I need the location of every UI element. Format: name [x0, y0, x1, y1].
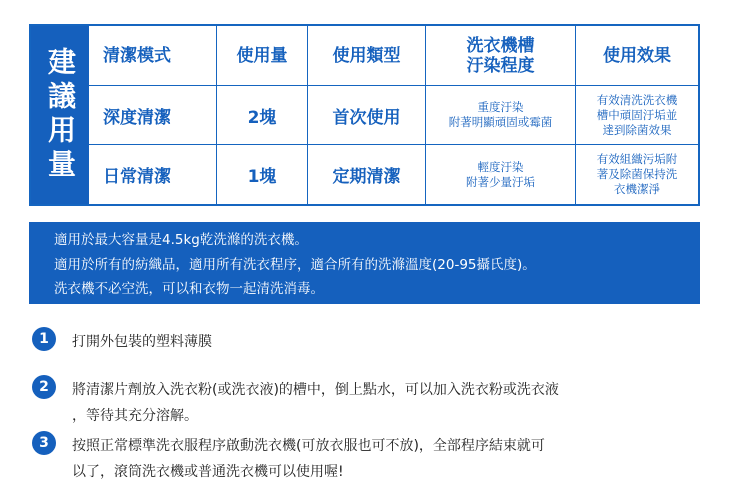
side-label: 建議用量 — [31, 26, 89, 204]
step-number: 3 — [32, 431, 56, 455]
step-number: 2 — [32, 375, 56, 399]
row-daily-type: 定期清潔 — [307, 145, 425, 204]
usage-grid — [89, 26, 698, 204]
info-line-wash: 洗衣機不必空洗，可以和衣物一起清洗消毒。 — [54, 281, 324, 297]
row-deep-amount: 2塊 — [216, 86, 307, 145]
row-daily-mode: 日常清潔 — [103, 167, 171, 187]
header-amount: 使用量 — [216, 26, 307, 86]
header-effect: 使用效果 — [575, 26, 698, 86]
row-deep-mode: 深度清潔 — [89, 86, 216, 145]
info-banner — [29, 222, 700, 304]
header-type: 使用類型 — [307, 26, 425, 86]
header-pollution: 洗衣機槽 汙染程度 — [425, 26, 575, 86]
info-line-capacity: 適用於最大容量是4.5kg乾洗滌的洗衣機。 — [54, 232, 308, 248]
step-number: 1 — [32, 327, 56, 351]
step-text: 按照正常標準洗衣服程序啟動洗衣機(可放衣服也可不放)，全部程序結束就可 以了，滾筒洗衣機或普通洗衣機可以使用喔! — [72, 438, 545, 480]
row-daily-effect: 有效組織污垢附 著及除菌保持洗 衣機潔淨 — [575, 145, 698, 204]
usage-table — [29, 24, 700, 206]
step-text: 將清潔片劑放入洗衣粉(或洗衣液)的槽中，倒上點水，可以加入洗衣粉或洗衣液 ，等待其充分溶解。 — [72, 382, 559, 424]
header-mode: 清潔模式 — [89, 26, 216, 86]
info-line-compat: 適用於所有的紡織品，適用所有洗衣程序，適合所有的洗滌溫度(20-95攝氏度)。 — [54, 256, 536, 273]
row-deep-pollution: 重度汙染 附著明顯頑固或霉菌 — [425, 86, 575, 145]
row-deep-effect: 有效清洗洗衣機 槽中頑固汙垢並 達到除菌效果 — [575, 86, 698, 145]
row-deep-type: 首次使用 — [307, 86, 425, 145]
step-text: 打開外包裝的塑料薄膜 — [72, 334, 212, 350]
row-daily-pollution: 輕度汙染 附著少量汙垢 — [425, 145, 575, 204]
row-daily-amount: 1塊 — [216, 145, 307, 204]
